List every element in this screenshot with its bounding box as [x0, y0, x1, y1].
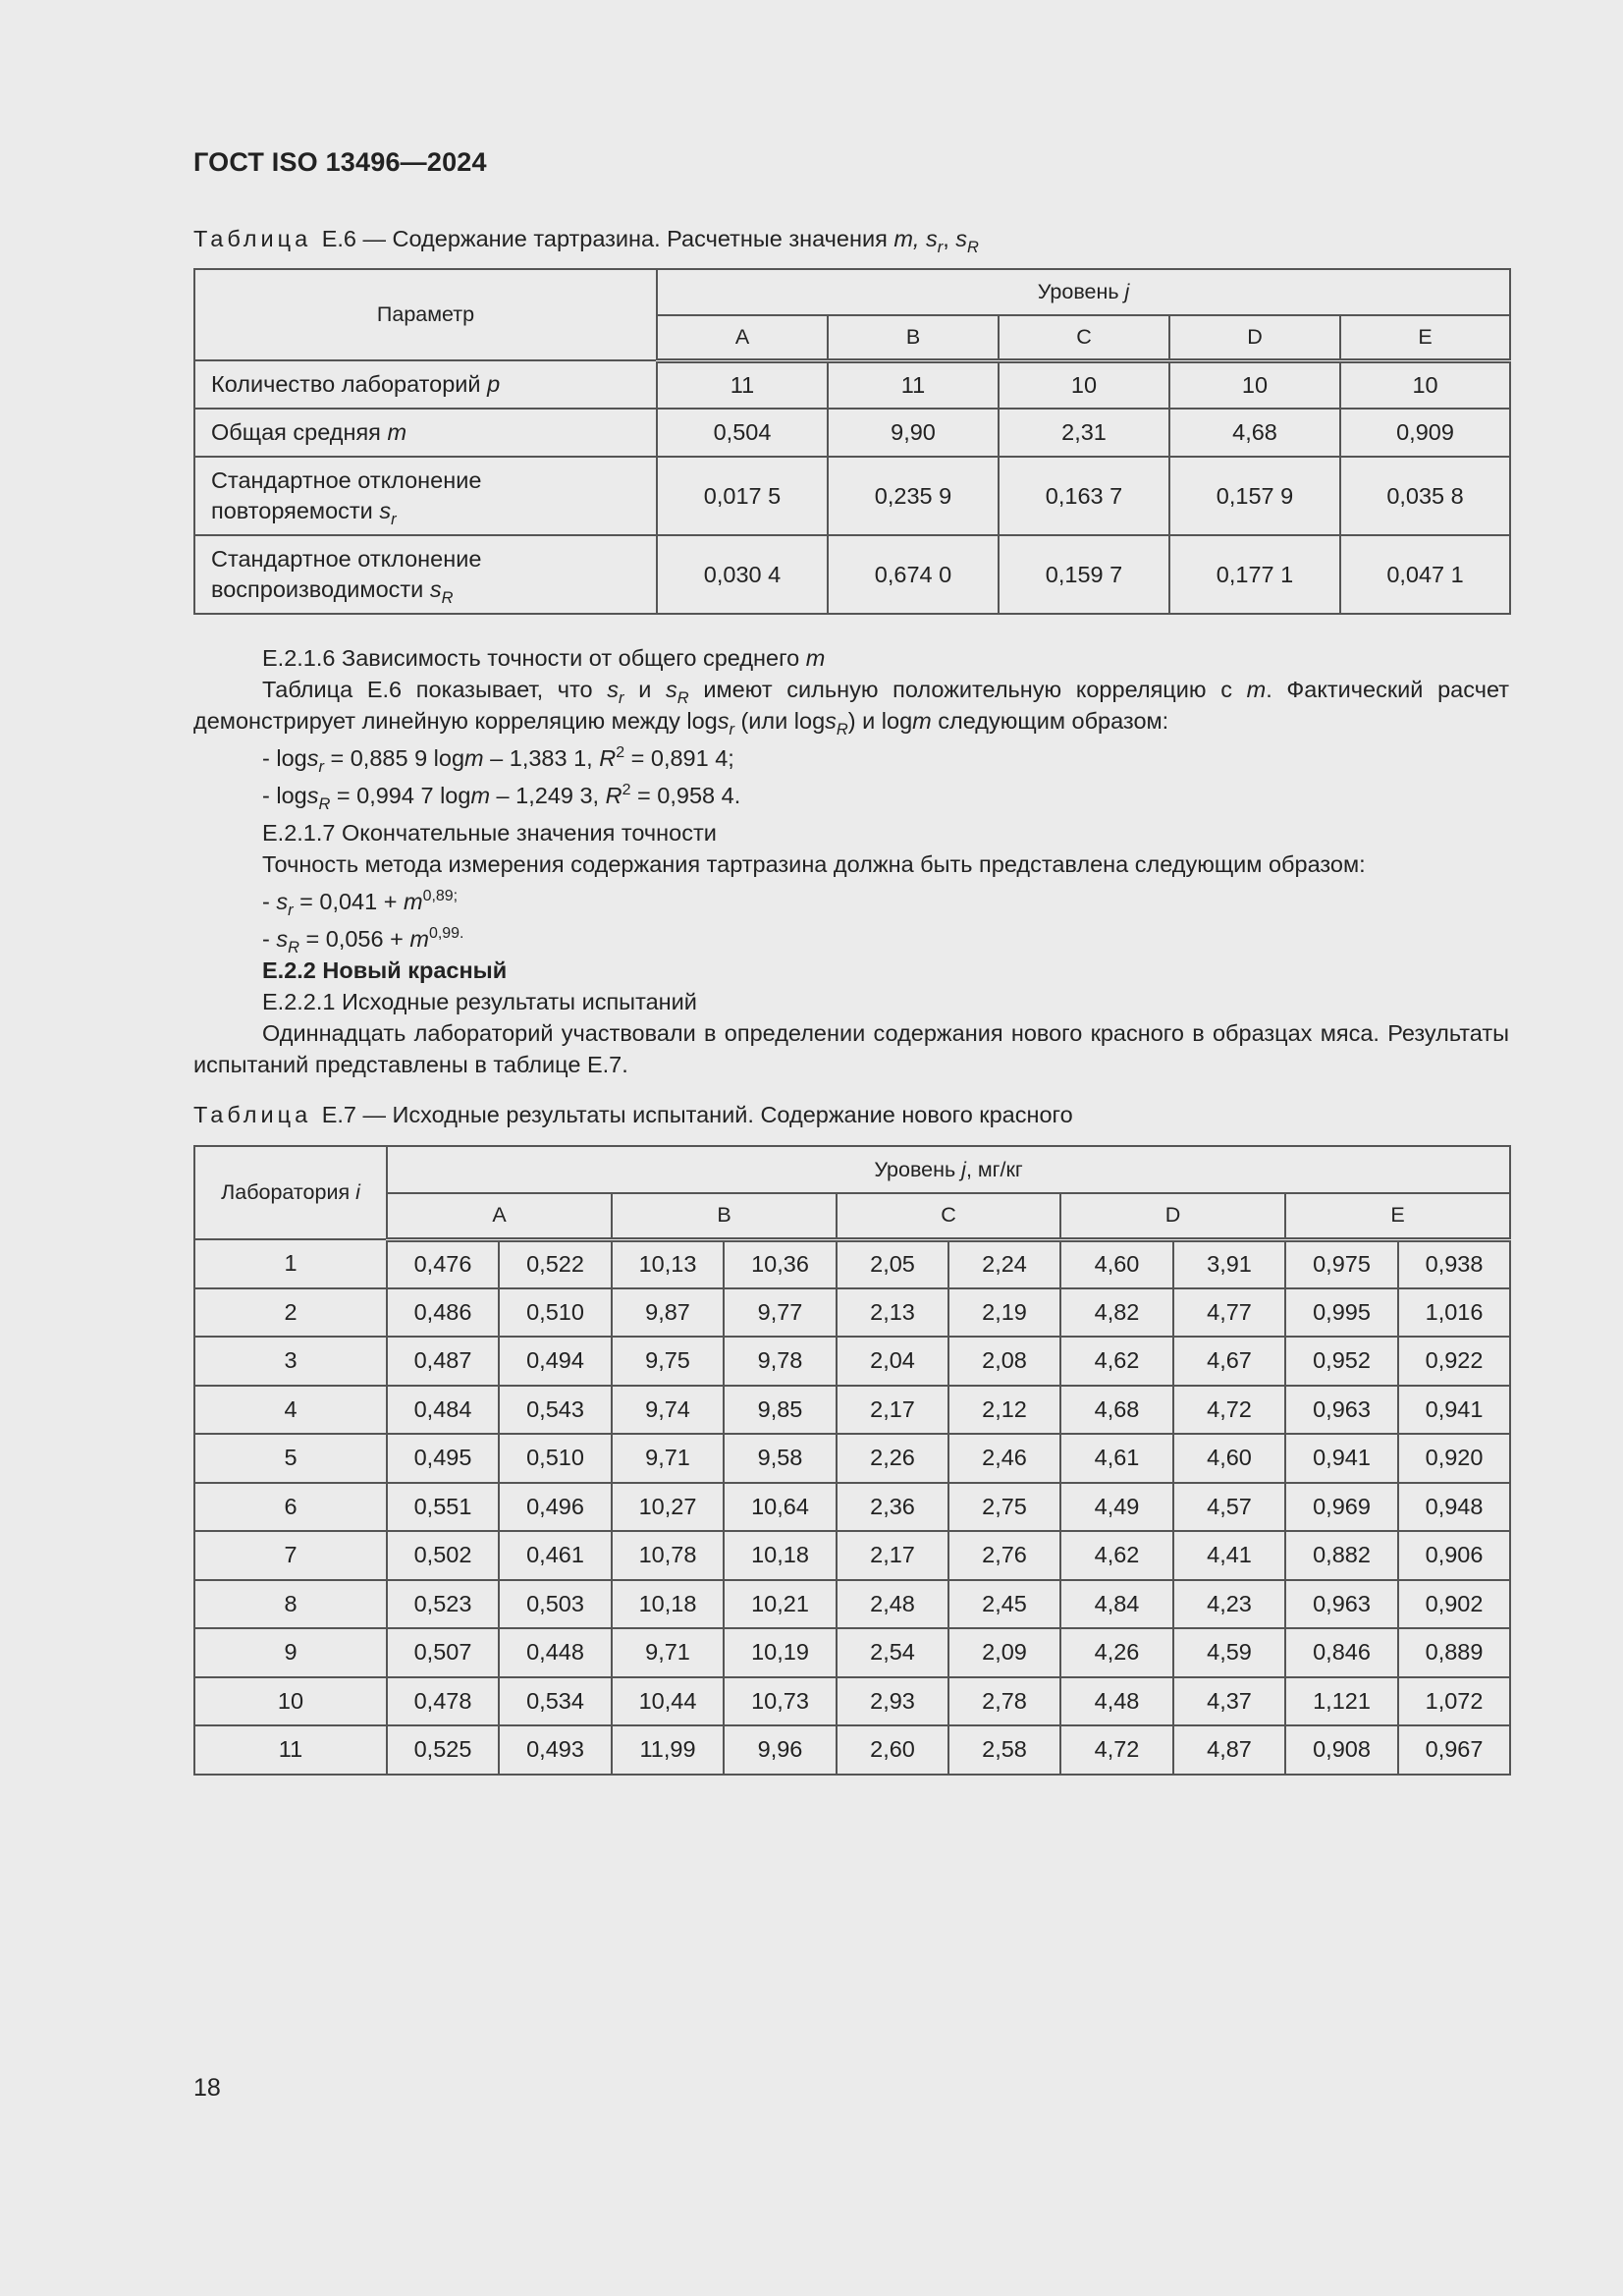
value-cell: 0,496	[499, 1483, 612, 1532]
value-cell: 9,58	[724, 1434, 837, 1483]
value-cell: 0,952	[1285, 1337, 1398, 1386]
value-cell: 10,13	[612, 1239, 724, 1288]
value-cell: 10,27	[612, 1483, 724, 1532]
level-col-header: A	[387, 1193, 612, 1239]
value-cell: 0,889	[1398, 1628, 1510, 1677]
value-cell: 10,73	[724, 1677, 837, 1726]
lab-number-cell: 8	[194, 1580, 387, 1629]
value-cell: 2,19	[948, 1288, 1060, 1338]
value-cell: 2,09	[948, 1628, 1060, 1677]
table-row	[194, 360, 1510, 409]
cell: 9,90	[828, 409, 999, 457]
equation-log-sR: - logs$_R$ = 0,994 7 logm – 1,249 3, $R^2 = 0,958$ 4.	[262, 782, 741, 813]
table-row	[194, 1239, 1510, 1288]
section-title-e22: Е.2.2 Новый красный	[262, 957, 508, 983]
level-header: Уровень j	[657, 269, 1510, 315]
lab-number-cell: 5	[194, 1434, 387, 1483]
value-cell: 4,77	[1173, 1288, 1285, 1338]
value-cell: 2,54	[837, 1628, 948, 1677]
cell: 11	[657, 360, 828, 409]
value-cell: 0,948	[1398, 1483, 1510, 1532]
value-cell: 0,938	[1398, 1239, 1510, 1288]
cell: 0,909	[1340, 409, 1510, 457]
table-e7-caption	[193, 1102, 1073, 1128]
value-cell: 0,507	[387, 1628, 499, 1677]
table-row	[194, 1288, 1510, 1338]
value-cell: 0,487	[387, 1337, 499, 1386]
value-cell: 2,45	[948, 1580, 1060, 1629]
value-cell: 10,19	[724, 1628, 837, 1677]
paragraph-correlation: Таблица Е.6 показывает, что $s_r$ и $s_R$ имеют сильную положительную корреляцию с m. Фактический расчет демонстрирует линейную корреляцию между logs$_r$ (или logs$_R$) и logm следующим образом:	[193, 677, 1510, 738]
value-cell: 0,476	[387, 1239, 499, 1288]
level-col-header: E	[1285, 1193, 1510, 1239]
lab-number-cell: 10	[194, 1677, 387, 1726]
value-cell: 2,04	[837, 1337, 948, 1386]
value-cell: 4,72	[1173, 1386, 1285, 1435]
value-cell: 0,543	[499, 1386, 612, 1435]
table-e6-caption: Таблица Е.6 — Содержание тартразина. Расчетные значения m, $s_r$, $s_R$	[193, 226, 979, 256]
cell: 0,035 8	[1340, 457, 1510, 535]
value-cell: 4,67	[1173, 1337, 1285, 1386]
value-cell: 0,941	[1285, 1434, 1398, 1483]
value-cell: 0,493	[499, 1725, 612, 1775]
value-cell: 4,48	[1060, 1677, 1173, 1726]
value-cell: 2,08	[948, 1337, 1060, 1386]
lab-number-cell: 1	[194, 1239, 387, 1288]
value-cell: 0,846	[1285, 1628, 1398, 1677]
value-cell: 0,902	[1398, 1580, 1510, 1629]
value-cell: 0,503	[499, 1580, 612, 1629]
value-cell: 2,78	[948, 1677, 1060, 1726]
param-header: Параметр	[194, 269, 657, 360]
value-cell: 4,49	[1060, 1483, 1173, 1532]
level-col-header: B	[828, 315, 999, 360]
value-cell: 11,99	[612, 1725, 724, 1775]
level-col-header: A	[657, 315, 828, 360]
value-cell: 10,18	[612, 1580, 724, 1629]
value-cell: 2,60	[837, 1725, 948, 1775]
value-cell: 0,502	[387, 1531, 499, 1580]
table-row	[194, 1337, 1510, 1386]
level-col-header: D	[1169, 315, 1340, 360]
lab-number-cell: 2	[194, 1288, 387, 1338]
value-cell: 10,18	[724, 1531, 837, 1580]
caption-text: Е.6 — Содержание тартразина. Расчетные значения	[321, 226, 888, 251]
value-cell: 4,37	[1173, 1677, 1285, 1726]
cell: 4,68	[1169, 409, 1340, 457]
value-cell: 4,84	[1060, 1580, 1173, 1629]
value-cell: 0,920	[1398, 1434, 1510, 1483]
value-cell: 0,908	[1285, 1725, 1398, 1775]
cell: 11	[828, 360, 999, 409]
equation-log-sr: - logs$_r$ = 0,885 9 logm – 1,383 1, $R^2 = 0,891$ 4;	[262, 744, 734, 776]
value-cell: 2,26	[837, 1434, 948, 1483]
cell: 0,157 9	[1169, 457, 1340, 535]
cell: 0,047 1	[1340, 535, 1510, 614]
caption-lead: Таблица	[193, 1102, 312, 1127]
value-cell: 2,17	[837, 1386, 948, 1435]
section-title-e216: Е.2.1.6 Зависимость точности от общего среднего m	[262, 645, 826, 671]
value-cell: 9,96	[724, 1725, 837, 1775]
lab-number-cell: 3	[194, 1337, 387, 1386]
value-cell: 0,495	[387, 1434, 499, 1483]
value-cell: 0,969	[1285, 1483, 1398, 1532]
value-cell: 9,87	[612, 1288, 724, 1338]
value-cell: 0,882	[1285, 1531, 1398, 1580]
value-cell: 9,74	[612, 1386, 724, 1435]
table-row	[194, 535, 1510, 614]
paragraph-precision: Точность метода измерения содержания тартразина должна быть представлена следующим образом:	[262, 851, 1366, 877]
value-cell: 0,975	[1285, 1239, 1398, 1288]
table-e7-body	[194, 1239, 1510, 1775]
cell: 2,31	[999, 409, 1169, 457]
value-cell: 2,13	[837, 1288, 948, 1338]
value-cell: 0,551	[387, 1483, 499, 1532]
value-cell: 2,58	[948, 1725, 1060, 1775]
table-row	[194, 409, 1510, 457]
value-cell: 10,36	[724, 1239, 837, 1288]
cell: 10	[1340, 360, 1510, 409]
value-cell: 2,75	[948, 1483, 1060, 1532]
level-col-header: B	[612, 1193, 837, 1239]
level-header: Уровень j, мг/кг	[387, 1146, 1510, 1193]
value-cell: 4,82	[1060, 1288, 1173, 1338]
row-label: Стандартное отклонение воспроизводимости $s_R$	[194, 535, 657, 614]
value-cell: 2,05	[837, 1239, 948, 1288]
value-cell: 2,76	[948, 1531, 1060, 1580]
value-cell: 2,46	[948, 1434, 1060, 1483]
value-cell: 0,906	[1398, 1531, 1510, 1580]
value-cell: 4,60	[1173, 1434, 1285, 1483]
value-cell: 0,486	[387, 1288, 499, 1338]
row-label: Общая средняя m	[194, 409, 657, 457]
table-row	[194, 1386, 1510, 1435]
value-cell: 2,17	[837, 1531, 948, 1580]
value-cell: 4,68	[1060, 1386, 1173, 1435]
value-cell: 4,62	[1060, 1531, 1173, 1580]
table-row	[194, 1531, 1510, 1580]
cell: 0,235 9	[828, 457, 999, 535]
value-cell: 9,75	[612, 1337, 724, 1386]
level-col-header: C	[837, 1193, 1060, 1239]
value-cell: 4,87	[1173, 1725, 1285, 1775]
value-cell: 0,510	[499, 1434, 612, 1483]
lab-number-cell: 11	[194, 1725, 387, 1775]
value-cell: 0,525	[387, 1725, 499, 1775]
table-e6	[193, 268, 1511, 615]
value-cell: 0,494	[499, 1337, 612, 1386]
value-cell: 2,48	[837, 1580, 948, 1629]
table-row	[194, 1725, 1510, 1775]
value-cell: 0,523	[387, 1580, 499, 1629]
cell: 10	[999, 360, 1169, 409]
formula-sR: - $s_R = 0,056 + m^{0,99.}$	[262, 925, 464, 957]
lab-header: Лаборатория i	[194, 1146, 387, 1239]
page-number: 18	[193, 2074, 221, 2102]
row-label: Количество лабораторий p	[194, 360, 657, 409]
lab-number-cell: 6	[194, 1483, 387, 1532]
table-row	[194, 1628, 1510, 1677]
table-e7	[193, 1145, 1511, 1776]
level-col-header: C	[999, 315, 1169, 360]
value-cell: 0,522	[499, 1239, 612, 1288]
value-cell: 9,77	[724, 1288, 837, 1338]
section-title-e221: Е.2.2.1 Исходные результаты испытаний	[262, 989, 697, 1014]
value-cell: 1,072	[1398, 1677, 1510, 1726]
value-cell: 10,21	[724, 1580, 837, 1629]
table-row	[194, 1580, 1510, 1629]
body-text	[193, 642, 1509, 1080]
row-label: Стандартное отклонение повторяемости $s_r$	[194, 457, 657, 535]
value-cell: 0,461	[499, 1531, 612, 1580]
section-title-e217: Е.2.1.7 Окончательные значения точности	[262, 820, 717, 846]
value-cell: 10,78	[612, 1531, 724, 1580]
value-cell: 4,61	[1060, 1434, 1173, 1483]
value-cell: 0,967	[1398, 1725, 1510, 1775]
table-row	[194, 1483, 1510, 1532]
value-cell: 4,60	[1060, 1239, 1173, 1288]
cell: 0,177 1	[1169, 535, 1340, 614]
value-cell: 9,85	[724, 1386, 837, 1435]
table-row	[194, 1677, 1510, 1726]
value-cell: 10,44	[612, 1677, 724, 1726]
value-cell: 0,922	[1398, 1337, 1510, 1386]
paragraph-labs: Одиннадцать лабораторий участвовали в определении содержания нового красного в образцах мяса. Результаты испытаний представлены в таблице Е.7.	[193, 1020, 1509, 1077]
caption-text: Е.7 — Исходные результаты испытаний. Содержание нового красного	[321, 1102, 1073, 1127]
lab-number-cell: 4	[194, 1386, 387, 1435]
value-cell: 0,963	[1285, 1386, 1398, 1435]
cell: 0,159 7	[999, 535, 1169, 614]
value-cell: 10,64	[724, 1483, 837, 1532]
lab-number-cell: 7	[194, 1531, 387, 1580]
cell: 0,163 7	[999, 457, 1169, 535]
value-cell: 2,24	[948, 1239, 1060, 1288]
level-col-header: D	[1060, 1193, 1285, 1239]
value-cell: 2,93	[837, 1677, 948, 1726]
value-cell: 4,72	[1060, 1725, 1173, 1775]
value-cell: 4,41	[1173, 1531, 1285, 1580]
formula-sr: - $s_r = 0,041 + m^{0,89;}$	[262, 888, 459, 919]
value-cell: 1,016	[1398, 1288, 1510, 1338]
value-cell: 3,91	[1173, 1239, 1285, 1288]
cell: 0,030 4	[657, 535, 828, 614]
value-cell: 0,484	[387, 1386, 499, 1435]
value-cell: 0,534	[499, 1677, 612, 1726]
value-cell: 0,963	[1285, 1580, 1398, 1629]
value-cell: 4,59	[1173, 1628, 1285, 1677]
level-col-header: E	[1340, 315, 1510, 360]
value-cell: 4,62	[1060, 1337, 1173, 1386]
table-row	[194, 1434, 1510, 1483]
lab-number-cell: 9	[194, 1628, 387, 1677]
value-cell: 9,78	[724, 1337, 837, 1386]
value-cell: 0,510	[499, 1288, 612, 1338]
cell: 10	[1169, 360, 1340, 409]
cell: 0,674 0	[828, 535, 999, 614]
value-cell: 9,71	[612, 1628, 724, 1677]
value-cell: 0,995	[1285, 1288, 1398, 1338]
value-cell: 2,36	[837, 1483, 948, 1532]
caption-lead: Таблица	[193, 226, 312, 251]
value-cell: 1,121	[1285, 1677, 1398, 1726]
value-cell: 9,71	[612, 1434, 724, 1483]
cell: 0,017 5	[657, 457, 828, 535]
value-cell: 0,448	[499, 1628, 612, 1677]
value-cell: 4,23	[1173, 1580, 1285, 1629]
value-cell: 2,12	[948, 1386, 1060, 1435]
value-cell: 0,478	[387, 1677, 499, 1726]
document-header: ГОСТ ISO 13496—2024	[193, 147, 487, 177]
value-cell: 0,941	[1398, 1386, 1510, 1435]
cell: 0,504	[657, 409, 828, 457]
value-cell: 4,57	[1173, 1483, 1285, 1532]
value-cell: 4,26	[1060, 1628, 1173, 1677]
table-row	[194, 457, 1510, 535]
